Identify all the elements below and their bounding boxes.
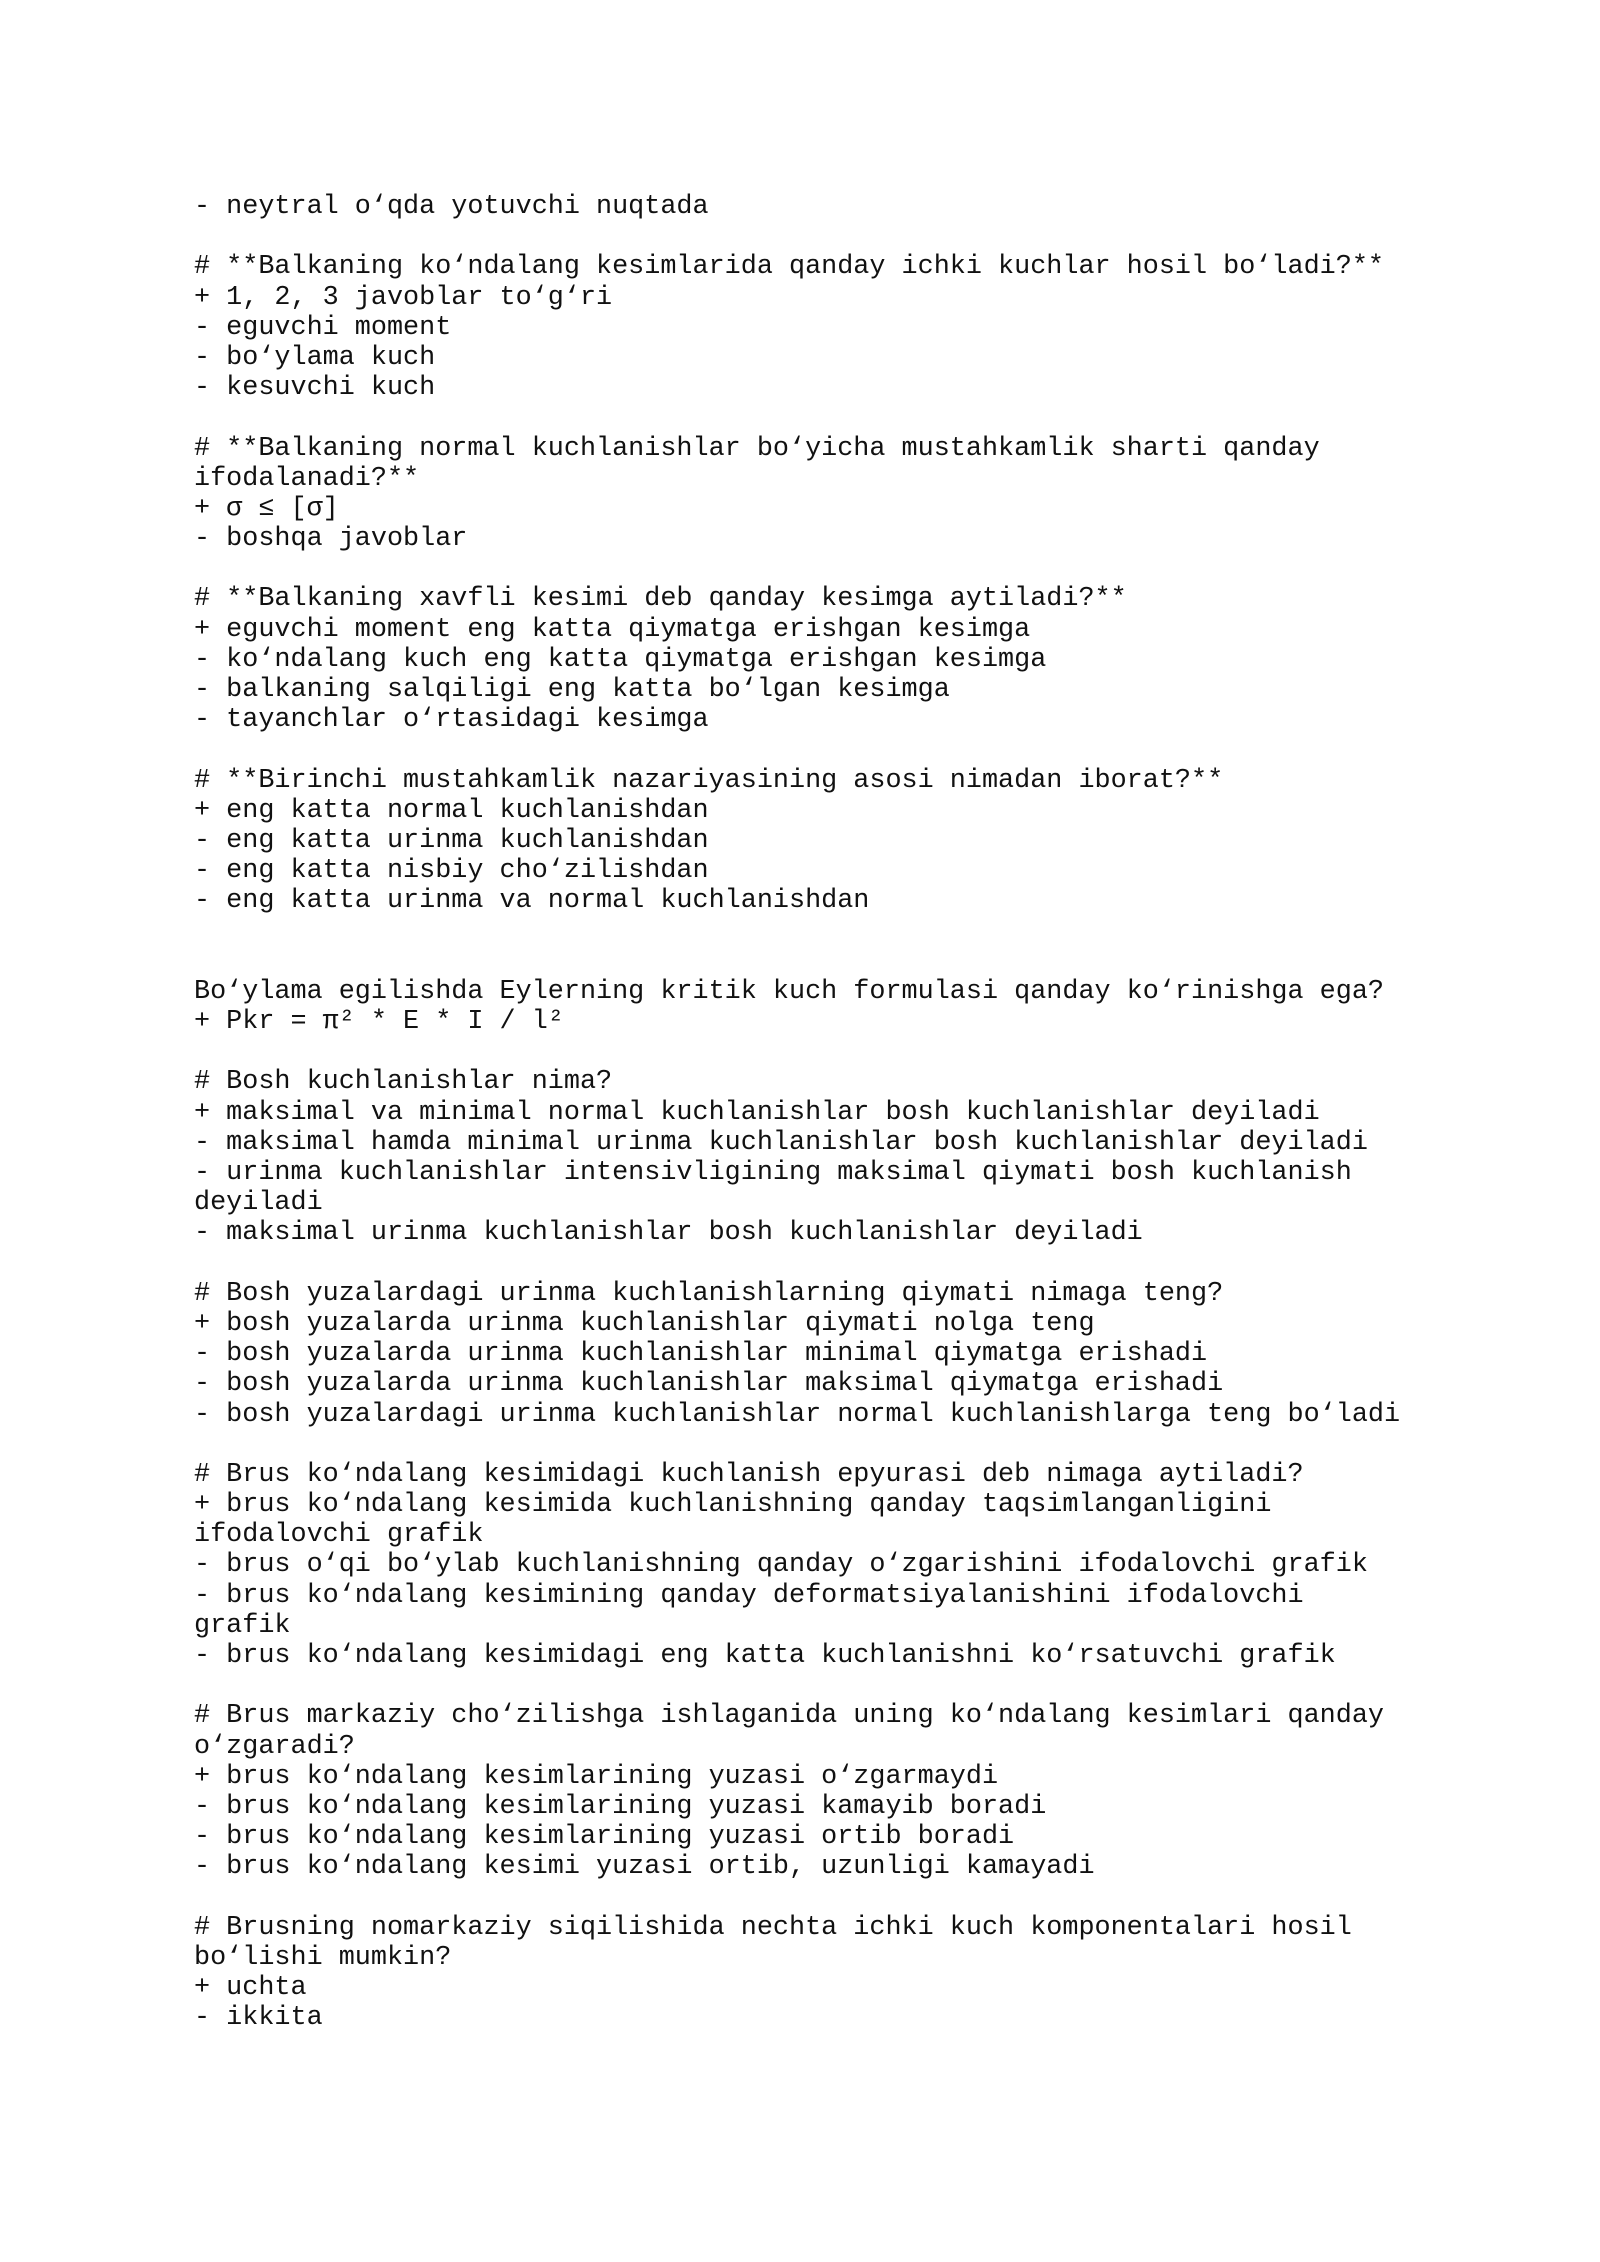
text-line: o‘zgaradi? [194, 1731, 355, 1762]
text-line: ifodalovchi grafik [194, 1520, 484, 1551]
question-heading: # Brus ko‘ndalang kesimidagi kuchlanish epyurasi deb nimaga aytiladi? [194, 1459, 1304, 1490]
wrong-answer: - tayanchlar o‘rtasidagi kesimga [194, 705, 709, 736]
wrong-answer: - brus ko‘ndalang kesimining qanday deformatsiyalanishini ifodalovchi [194, 1580, 1304, 1611]
wrong-answer: - brus ko‘ndalang kesimlarining yuzasi ortib boradi [194, 1822, 1015, 1853]
question-block [194, 1279, 1454, 1430]
wrong-answer: - bosh yuzalarda urinma kuchlanishlar minimal qiymatga erishadi [194, 1339, 1208, 1370]
paragraph-gap [194, 1249, 1454, 1279]
wrong-answer: - neytral o‘qda yotuvchi nuqtada [194, 192, 709, 222]
paragraph-gap [194, 1883, 1454, 1913]
wrong-answer: - boshqa javoblar [194, 524, 468, 555]
correct-answer: + bosh yuzalarda urinma kuchlanishlar qiymati nolga teng [194, 1308, 1095, 1339]
question-block [194, 192, 1454, 222]
text-line: Bo‘ylama egilishda Eylerning kritik kuch formulasi qanday ko‘rinishga ega? [194, 976, 1384, 1007]
wrong-answer: - kesuvchi kuch [194, 373, 436, 404]
correct-answer: + eng katta normal kuchlanishdan [194, 795, 709, 826]
wrong-answer: - balkaning salqiligi eng katta bo‘lgan kesimga [194, 675, 950, 705]
wrong-answer: - bosh yuzalardagi urinma kuchlanishlar normal kuchlanishlarga teng bo‘ladi [194, 1399, 1401, 1430]
question-heading: # Bosh yuzalardagi urinma kuchlanishlarning qiymati nimaga teng? [194, 1278, 1224, 1309]
wrong-answer: - brus o‘qi bo‘ylab kuchlanishning qanday o‘zgarishini ifodalovchi grafik [194, 1550, 1368, 1581]
question-block [194, 1701, 1454, 1882]
question-block [194, 766, 1454, 917]
question-heading: # Bosh kuchlanishlar nima? [194, 1067, 613, 1098]
paragraph-gap [194, 403, 1454, 433]
question-heading: # Brusning nomarkaziy siqilishida nechta ichki kuch komponentalari hosil [194, 1912, 1352, 1943]
wrong-answer: - eng katta nisbiy cho‘zilishdan [194, 856, 709, 887]
wrong-answer: - ikkita [194, 2003, 323, 2034]
paragraph-gap [194, 554, 1454, 584]
question-heading: # **Balkaning ko‘ndalang kesimlarida qanday ichki kuchlar hosil bo‘ladi?** [194, 252, 1384, 283]
wrong-answer: - bosh yuzalarda urinma kuchlanishlar maksimal qiymatga erishadi [194, 1369, 1224, 1400]
question-block [194, 252, 1454, 403]
wrong-answer: - ko‘ndalang kuch eng katta qiymatga erishgan kesimga [194, 644, 1047, 675]
question-heading: # **Balkaning normal kuchlanishlar bo‘yicha mustahkamlik sharti qanday [194, 433, 1320, 464]
wrong-answer: - maksimal urinma kuchlanishlar bosh kuchlanishlar deyiladi [194, 1218, 1143, 1249]
wrong-answer: - urinma kuchlanishlar intensivligining maksimal qiymati bosh kuchlanish [194, 1158, 1352, 1189]
correct-answer: + maksimal va minimal normal kuchlanishlar bosh kuchlanishlar deyiladi [194, 1097, 1320, 1128]
paragraph-gap [194, 1037, 1454, 1067]
paragraph-gap [194, 222, 1454, 252]
question-heading: # Brus markaziy cho‘zilishga ishlaganida uning ko‘ndalang kesimlari qanday [194, 1701, 1384, 1732]
question-block [194, 1460, 1454, 1671]
question-block [194, 1913, 1454, 2034]
wrong-answer: - eguvchi moment [194, 312, 452, 343]
question-block [194, 584, 1454, 735]
text-line: bo‘lishi mumkin? [194, 1942, 452, 1973]
document-text [194, 192, 1454, 2033]
wrong-answer: - maksimal hamda minimal urinma kuchlanishlar bosh kuchlanishlar deyiladi [194, 1127, 1368, 1158]
correct-answer: + Pkr = π² * E * I / l² [194, 1007, 564, 1038]
wrong-answer: - brus ko‘ndalang kesimlarining yuzasi kamayib boradi [194, 1791, 1047, 1822]
wrong-answer: - brus ko‘ndalang kesimi yuzasi ortib, uzunligi kamayadi [194, 1852, 1095, 1883]
paragraph-gap [194, 735, 1454, 765]
text-line: grafik [194, 1610, 291, 1641]
paragraph-gap [194, 1671, 1454, 1701]
paragraph-gap [194, 1430, 1454, 1460]
question-heading: # **Balkaning xavfli kesimi deb qanday kesimga aytiladi?** [194, 584, 1127, 615]
question-heading: # **Birinchi mustahkamlik nazariyasining asosi nimadan iborat?** [194, 765, 1224, 796]
correct-answer: + 1, 2, 3 javoblar to‘g‘ri [194, 282, 613, 313]
wrong-answer: - eng katta urinma va normal kuchlanishdan [194, 886, 870, 917]
text-line: deyiladi [194, 1188, 323, 1219]
question-block [194, 434, 1454, 555]
wrong-answer: - bo‘ylama kuch [194, 342, 436, 373]
correct-answer: + σ ≤ [σ] [194, 493, 339, 524]
wrong-answer: - eng katta urinma kuchlanishdan [194, 825, 709, 856]
correct-answer: + uchta [194, 1973, 307, 2004]
text-line: ifodalanadi?** [194, 463, 420, 494]
question-block [194, 1067, 1454, 1248]
question-block [194, 977, 1454, 1037]
correct-answer: + brus ko‘ndalang kesimida kuchlanishning qanday taqsimlanganligini [194, 1490, 1272, 1521]
correct-answer: + eguvchi moment eng katta qiymatga erishgan kesimga [194, 614, 1031, 645]
paragraph-gap [194, 917, 1454, 977]
wrong-answer: - brus ko‘ndalang kesimidagi eng katta kuchlanishni ko‘rsatuvchi grafik [194, 1641, 1336, 1672]
correct-answer: + brus ko‘ndalang kesimlarining yuzasi o‘zgarmaydi [194, 1761, 999, 1792]
